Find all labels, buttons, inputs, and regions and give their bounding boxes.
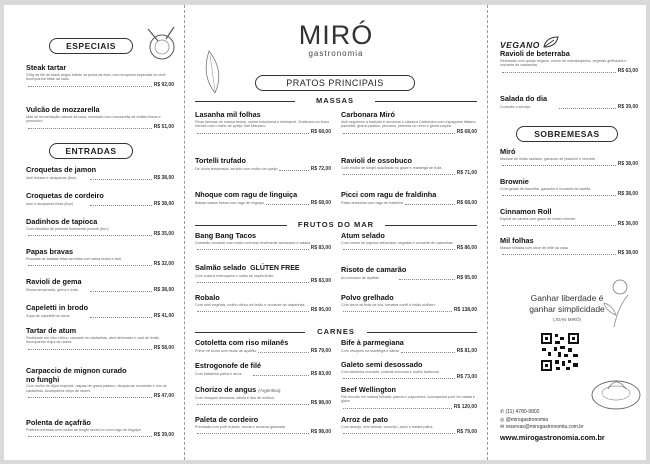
item-price: R$ 51,00	[153, 123, 174, 130]
carnes-item	[341, 339, 477, 354]
principais-title: PRATOS PRINCIPAIS	[255, 75, 415, 91]
massas-item	[341, 111, 477, 135]
item-description: Finalizado em óleo cítrico, crocante de castanhas, aioli defumado e zest de limão. Acompanha chips de raízes	[26, 335, 160, 345]
sobremesas-item	[500, 178, 638, 197]
item-description: Premiada com purê trufado, rúcula e sensura glaceada	[195, 424, 285, 429]
phone-number: (11) 4780-9802	[505, 409, 540, 415]
item-name: Arroz de pato	[341, 415, 389, 424]
item-price: R$ 71,00	[456, 170, 477, 177]
item-price: R$ 38,00	[617, 161, 638, 168]
carnes-item	[195, 362, 331, 377]
item-price: R$ 63,00	[617, 67, 638, 74]
item-name: Papas bravas	[26, 247, 74, 256]
item-price: R$ 47,00	[153, 393, 174, 400]
vegano-title: VEGANO	[500, 40, 540, 50]
item-price: R$ 95,00	[310, 307, 331, 314]
item-description: Com arroz de tinta de lula, tomates confit e limão siciliano	[341, 302, 436, 307]
item-description: Mão de fermentação natural da casa, recheado com mozzarella de búfala fresca e pomodoro	[26, 114, 161, 124]
item-name: Carbonara Miró	[341, 110, 395, 119]
item-price: R$ 68,00	[310, 199, 331, 206]
brand-name: MIRÓ	[298, 20, 374, 50]
gluten-free-tag: GLÚTEN FREE	[250, 265, 300, 272]
carnes-item	[341, 416, 477, 435]
item-price: R$ 36,00	[617, 221, 638, 228]
massas-item	[195, 111, 331, 135]
leaf-illustration	[195, 45, 235, 95]
phone-row	[500, 409, 646, 417]
item-description: Sopa de capeletti de carne	[26, 313, 70, 318]
email-row	[500, 424, 646, 432]
item-description: Aioli trufado e alcaparras (6un)	[26, 175, 77, 180]
item-name: Tartar de atum	[26, 326, 77, 335]
item-name: Croquetas de cordeiro	[26, 191, 104, 200]
item-description: Com laranja, mini cebola, chouriço, arroz e batata palha	[341, 424, 433, 429]
item-name: Dadinhos de tapioca	[26, 217, 98, 226]
item-name: Salmão selado	[195, 263, 247, 272]
entradas-item	[26, 419, 174, 438]
item-name: Lasanha mil folhas	[195, 110, 261, 119]
item-name: Bife à parmegiana	[341, 338, 404, 347]
frutos-item	[341, 232, 477, 251]
item-description: Com cuscuz marroquino e salsa de capim limão	[195, 273, 274, 278]
item-name: Steak tartar	[26, 63, 67, 72]
item-price: R$ 73,00	[456, 374, 477, 381]
item-price: R$ 83,00	[310, 278, 331, 285]
item-description: Polenta cremosa com molho de funghi secchi ou com ragu de linguiça	[26, 427, 141, 432]
item-price: R$ 92,00	[153, 81, 174, 88]
item-description: Com batatinha palha e arroz	[195, 371, 242, 376]
sobremesas-item	[500, 208, 638, 227]
item-price: R$ 38,00	[153, 200, 175, 207]
carnes-item	[341, 386, 477, 410]
massas-header: MASSAS	[315, 96, 355, 105]
item-name: Atum selado	[341, 231, 385, 240]
massas-item	[195, 157, 331, 172]
origin-tag: (Argentina)	[258, 388, 281, 393]
item-description: Camarão crocante com molho cremoso levemente adocicado e salada	[195, 240, 311, 245]
item-name: Cinnamon Roll	[500, 207, 552, 216]
item-description: Prime rib suíno com risoto de açafrão	[195, 348, 257, 353]
brand-subtitle: gastronomia	[308, 49, 364, 58]
item-description: Mousse de limão siciliano, ganache de pistache e crumble	[500, 156, 596, 161]
entradas-item	[26, 166, 174, 181]
item-name: Ravioli de ossobuco	[341, 156, 412, 165]
item-description: Rocadas de batatas fritas servidas com salsa brava e aioli	[26, 256, 122, 261]
item-price: R$ 120,00	[453, 403, 477, 410]
item-name: Risoto de camarão	[341, 265, 407, 274]
item-description: Com creme de páprica defumada, vegetais e crocante de castanhas	[341, 240, 453, 245]
item-name: Ravioli de beterraba	[500, 49, 570, 58]
item-description: Com nhoques na manteiga e sálvia	[341, 348, 399, 353]
item-price: R$ 98,00	[310, 400, 331, 407]
item-price: R$ 58,00	[153, 344, 174, 351]
item-name: Picci com ragu de fraldinha	[341, 190, 437, 199]
item-price: R$ 79,00	[310, 347, 331, 354]
item-name: Cotoletta com riso milanês	[195, 338, 289, 347]
carnes-header: CARNES	[317, 327, 355, 336]
item-name: Carpaccio de mignon curado no funghi	[26, 366, 127, 384]
item-price: R$ 79,00	[456, 429, 477, 436]
qr-code-icon[interactable]	[540, 332, 580, 372]
leaf-icon	[542, 35, 560, 49]
item-name: Robalo	[195, 293, 220, 302]
item-price: R$ 72,00	[310, 165, 331, 172]
email-address[interactable]: reservas@mirogastronomia.com.br	[505, 424, 584, 430]
item-price: R$ 68,00	[456, 199, 477, 206]
especiais-header	[49, 38, 133, 54]
item-description: Espiral de canela com glace de cream cheese	[500, 216, 576, 221]
item-price: R$ 68,00	[310, 128, 331, 135]
item-name: Capeletti in brodo	[26, 303, 89, 312]
entradas-item	[26, 248, 174, 267]
item-description: Recheado com queijo vegano, creme de mandioquinha, vegetais grelhados e crocante de castanhas	[500, 58, 627, 68]
item-description: De ricota temperada, servido com molho de queijo	[195, 166, 278, 171]
item-price: R$ 32,00	[153, 261, 174, 268]
item-name: Ravioli de gema	[26, 277, 82, 286]
item-name: Bang Bang Tacos	[195, 231, 257, 240]
quote-block	[488, 293, 646, 322]
item-description: Ao cremoso de açafrão	[341, 275, 380, 280]
instagram-icon: ◎	[500, 416, 506, 423]
item-name: Polenta de açafrão	[26, 418, 91, 427]
frutos-item	[195, 264, 331, 284]
item-price: R$ 38,00	[153, 286, 175, 293]
item-price: R$ 98,00	[310, 429, 331, 436]
item-description: Com mini vegetais, molho cítrico de limão e crocante de castanhas	[195, 302, 305, 307]
sobremesas-header	[516, 126, 618, 142]
phone-icon: ✆	[500, 409, 506, 415]
item-description: Consulte o serviço	[500, 104, 531, 109]
item-name: Salada do dia	[500, 94, 548, 103]
website-link[interactable]: www.mirogastronomia.com.br	[500, 432, 605, 442]
plate-illustration	[588, 355, 643, 415]
quote-line-1: Ganhar liberdade é	[530, 293, 604, 303]
left-column	[4, 5, 185, 460]
entradas-item	[26, 367, 174, 399]
item-price: R$ 83,00	[310, 370, 332, 377]
item-description: Com emulsão de pimenta levemente picante (6un)	[26, 226, 109, 231]
item-description: Com molho de dijon especial, raspas de grana padano, alcaparras crocantes e mix de castanhas. Acompanha chips de raízes	[26, 384, 167, 393]
item-price: R$ 38,00	[617, 191, 638, 198]
entradas-item	[26, 218, 174, 237]
item-description: Pasta artesanal com ragu de fraldinha	[341, 200, 404, 205]
right-column	[488, 5, 646, 460]
massas-item	[195, 191, 331, 206]
item-price: R$ 41,00	[153, 312, 175, 319]
item-price: R$ 138,00	[453, 307, 477, 314]
item-price: R$ 83,00	[310, 245, 331, 252]
contact-block	[500, 409, 646, 441]
item-description: Com farofinha crocante, polenta cremosa e molho barbecue	[341, 369, 440, 374]
item-name: Paleta de cordeiro	[195, 415, 259, 424]
item-price: R$ 38,00	[617, 250, 638, 257]
item-description: Massa folhada com doce de leite da casa	[500, 245, 568, 250]
especiais-item	[26, 106, 174, 130]
item-price: R$ 39,00	[617, 103, 639, 110]
frutos-item	[195, 232, 331, 251]
item-description: Batata massa fresca com ragu de linguiça	[195, 200, 264, 205]
item-description: Finas lâminas de massa fresca, creme bolonhesa e bechamel. Gratinado ao forno. Servido com molho de queijo San Marzano	[195, 119, 331, 129]
entradas-item	[26, 192, 174, 207]
item-name: Vulcão de mozzarella	[26, 105, 100, 114]
sobremesas-item	[500, 148, 638, 167]
item-price: R$ 81,00	[456, 347, 477, 354]
cutlery-bowl-illustration	[144, 23, 180, 63]
item-description: Filé envolto em massa folhada, parma e cogumelos. Acompanha purê de batata e glace	[341, 394, 475, 404]
entradas-item	[26, 327, 174, 351]
item-description: 200g de filé de black angus batido na ponta da faca, com temperos especiais do chef. Acompanha fritas da casa	[26, 72, 167, 82]
frutos-item	[341, 294, 477, 313]
especiais-item	[26, 64, 174, 88]
item-price: R$ 86,00	[456, 245, 477, 252]
item-price: R$ 95,00	[456, 274, 478, 281]
carnes-item	[195, 386, 331, 406]
item-name: Tortelli trufado	[195, 156, 246, 165]
item-description: Ricota temperada, gema e trufa	[26, 287, 78, 292]
instagram-handle: @mirogastronomia	[505, 416, 549, 423]
item-name: Polvo grelhado	[341, 293, 394, 302]
item-description: Com nhoques dourados, sálvia e duo de molhos	[195, 395, 275, 400]
frutos-item	[195, 294, 331, 313]
item-description: Aioli e alcaparras fritas (6un)	[26, 201, 73, 206]
especiais-title: ESPECIAIS	[49, 38, 133, 54]
item-price: R$ 39,00	[153, 432, 174, 439]
item-description: Com molho de funghi suavizado no glace e manteiga de trufa	[341, 165, 442, 170]
menu-sheet	[4, 5, 646, 460]
sobremesas-title: SOBREMESAS	[516, 126, 618, 142]
item-name: Brownie	[500, 177, 529, 186]
sobremesas-item	[500, 237, 638, 256]
entradas-item	[26, 278, 174, 293]
carnes-item	[341, 361, 477, 380]
item-name: Croquetas de jamon	[26, 165, 97, 174]
frutos-header: FRUTOS DO MAR	[297, 220, 375, 229]
massas-item	[341, 157, 477, 176]
item-name: Beef Wellington	[341, 385, 396, 394]
item-name: Nhoque com ragu de linguiça	[195, 190, 298, 199]
vegano-item	[500, 50, 638, 74]
email-icon: ✉	[500, 424, 506, 430]
item-name: Miró	[500, 147, 516, 156]
item-price: R$ 38,00	[153, 174, 175, 181]
item-price: R$ 35,00	[153, 231, 174, 238]
item-name: Chorizo de angus	[195, 385, 257, 394]
item-name: Galeto semi desossado	[341, 360, 423, 369]
massas-item	[341, 191, 477, 206]
item-description: Aioli seguimos a tradição e servimos o clássico Carbonara com espaguete italiano, pancetta, grana padano, pecorino, pimenta do reino e gema caipira	[341, 119, 477, 129]
vegano-item	[500, 95, 638, 110]
item-name: Estrogonofe de filé	[195, 361, 262, 370]
entradas-header	[49, 143, 133, 159]
item-description: Com gelato de baunilha, ganache e crocante de avelãs	[500, 186, 591, 191]
instagram-row	[500, 417, 646, 425]
carnes-item	[195, 339, 331, 354]
quote-line-2: ganhar simplicidade	[529, 304, 605, 314]
entradas-title: ENTRADAS	[49, 143, 133, 159]
item-price: R$ 68,00	[456, 128, 477, 135]
quote-author: (JOAN MIRÓ)	[553, 317, 581, 322]
item-name: Mil folhas	[500, 236, 534, 245]
principais-header	[255, 75, 415, 91]
center-column	[185, 5, 488, 460]
entradas-item	[26, 304, 174, 319]
carnes-item	[195, 416, 331, 435]
frutos-item	[341, 266, 477, 281]
